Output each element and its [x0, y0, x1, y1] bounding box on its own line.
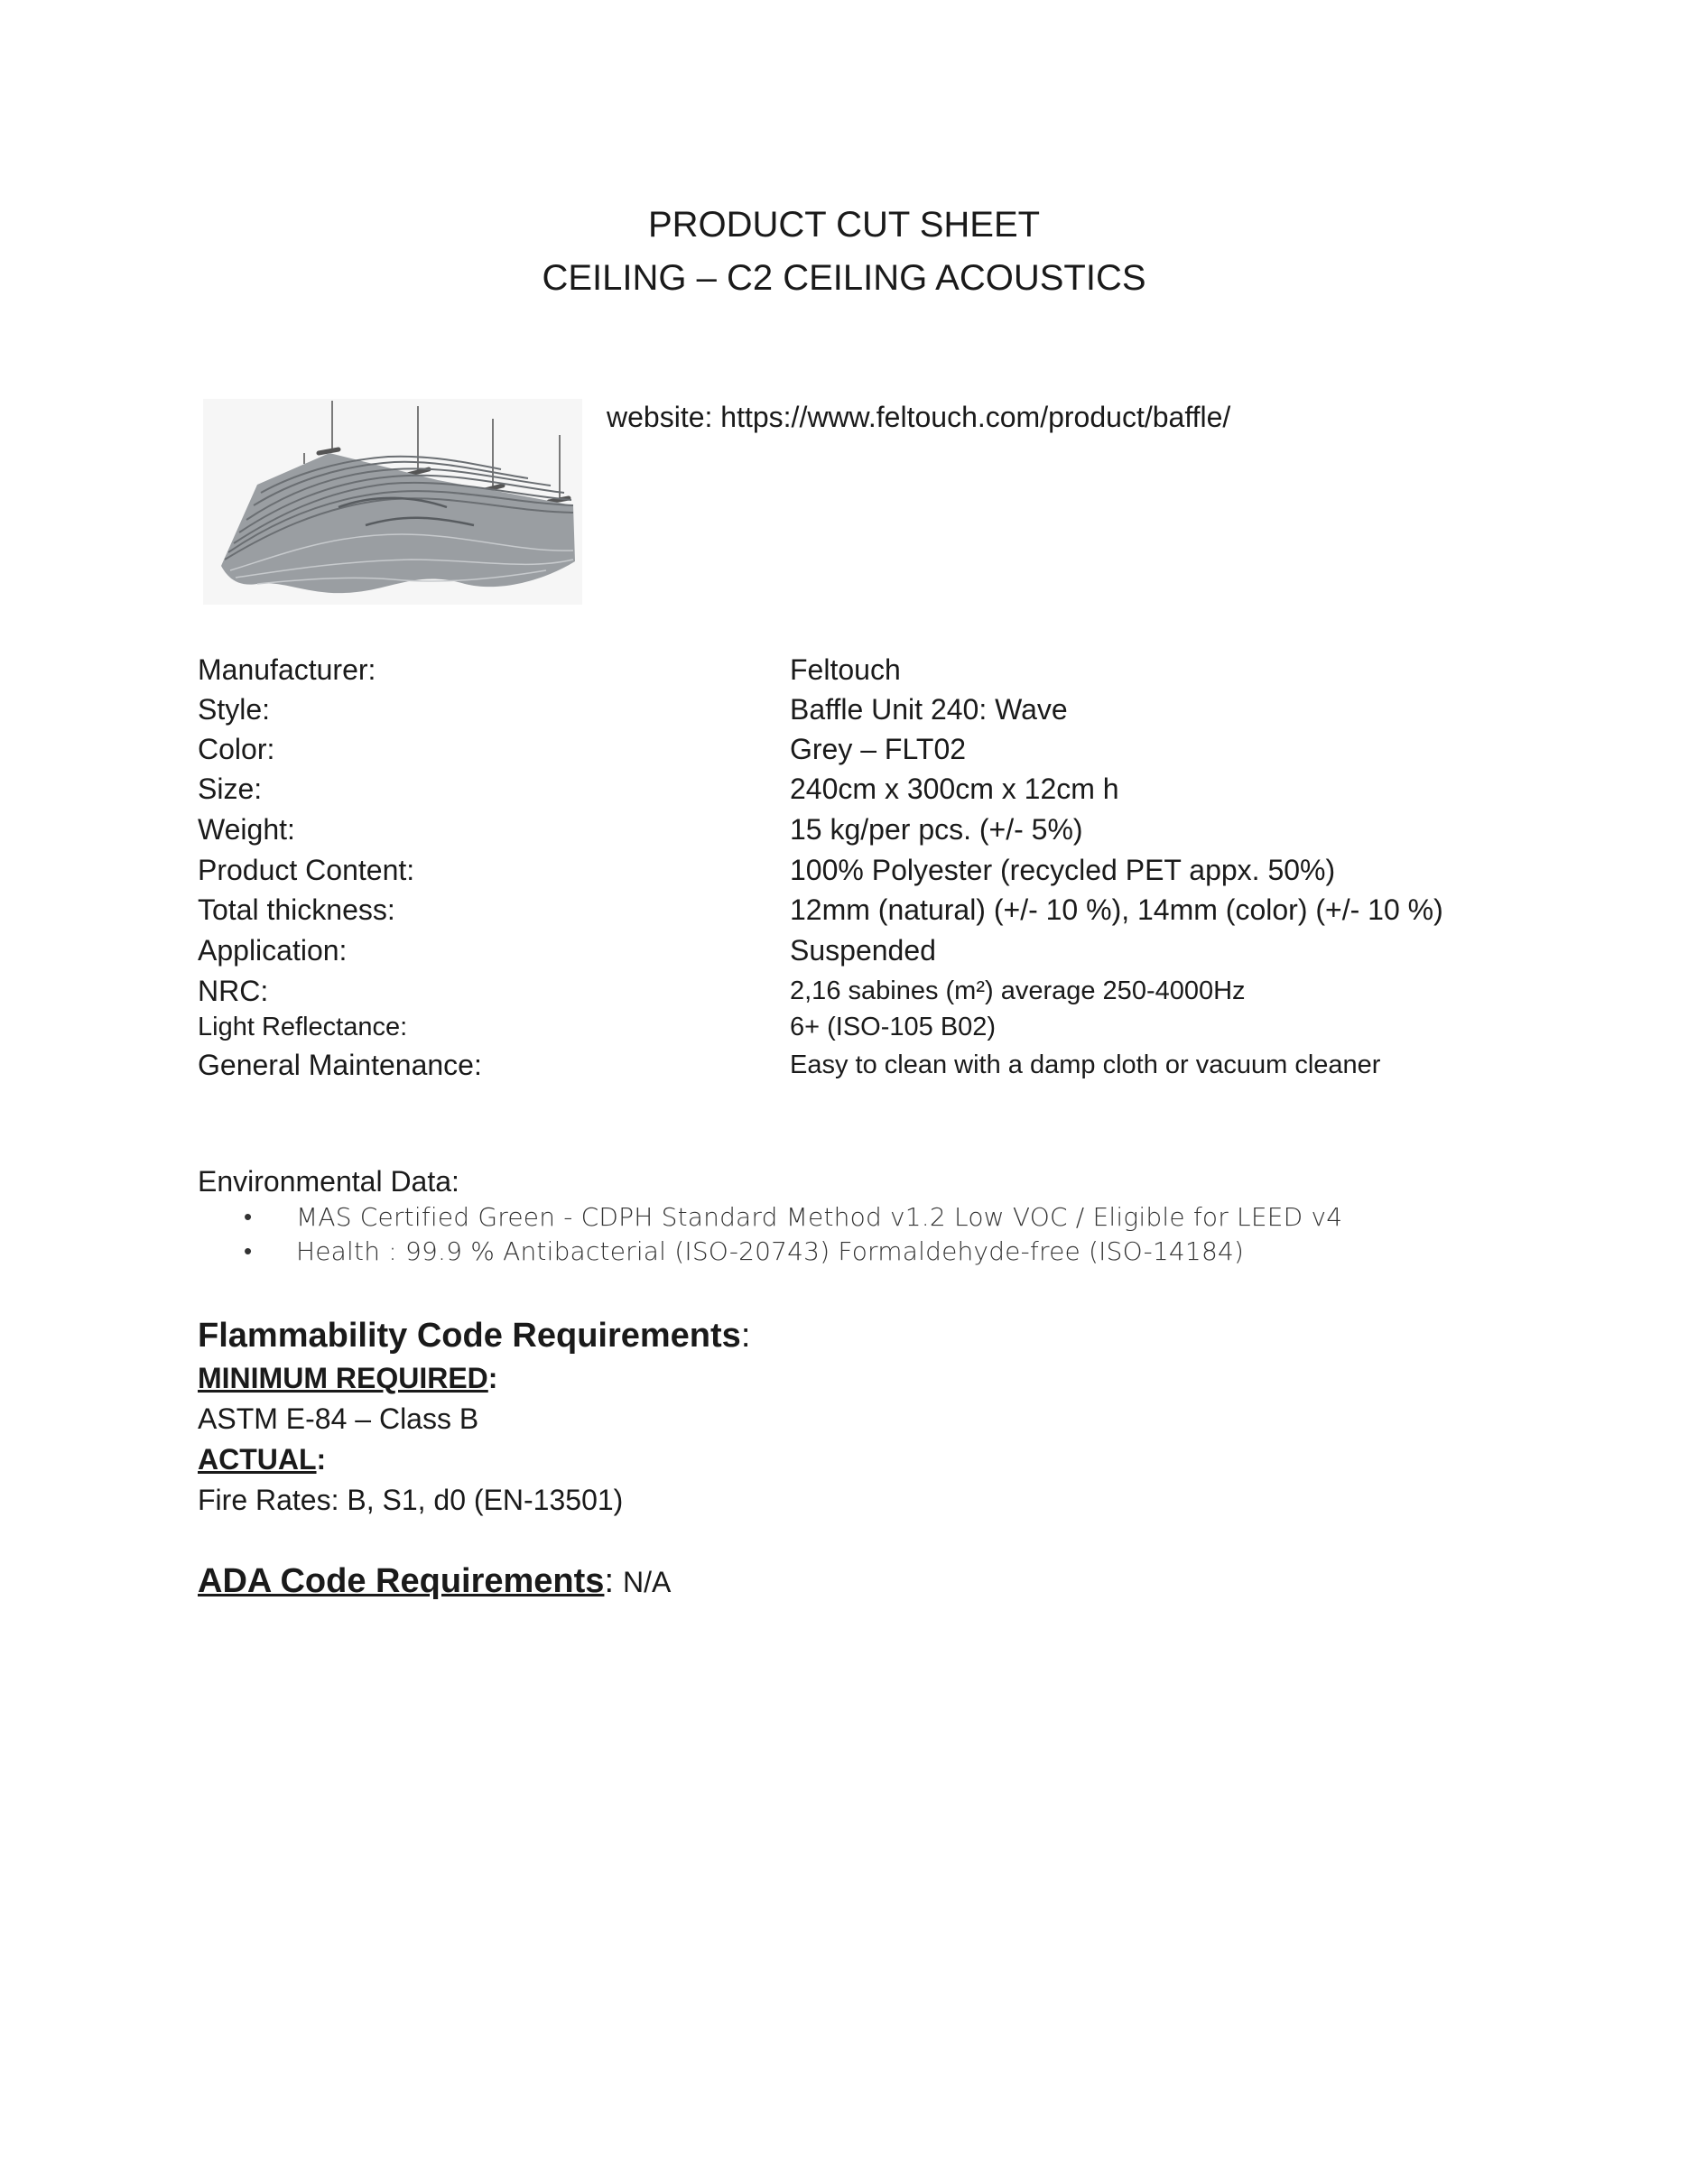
minimum-required-heading — [198, 1358, 497, 1398]
spec-label: Color: — [198, 733, 275, 765]
spec-value: 240cm x 300cm x 12cm h — [790, 773, 1119, 805]
spec-label: Weight: — [198, 813, 295, 846]
spec-row-style — [0, 689, 1688, 729]
actual-label: ACTUAL — [198, 1443, 317, 1476]
actual-colon: : — [316, 1443, 327, 1476]
bullet-icon: • — [244, 1238, 253, 1265]
spec-value: 12mm (natural) (+/- 10 %), 14mm (color) (+/- 10 %) — [790, 893, 1443, 926]
spec-value: 15 kg/per pcs. (+/- 5%) — [790, 813, 1083, 846]
spec-label: Style: — [198, 693, 271, 726]
spec-row-product-content — [0, 850, 1688, 890]
spec-value: 2,16 sabines (m²) average 250-4000Hz — [790, 976, 1246, 1005]
spec-row-total-thickness — [0, 890, 1688, 930]
spec-label: NRC: — [198, 975, 269, 1007]
ada-heading: ADA Code Requirements — [198, 1562, 605, 1600]
spec-label: Manufacturer: — [198, 653, 376, 686]
spec-row-color — [0, 729, 1688, 769]
ada-value: N/A — [623, 1566, 672, 1598]
spec-label: Size: — [198, 773, 263, 805]
ada-requirements — [198, 1559, 671, 1611]
actual-value: Fire Rates: B, S1, d0 (EN-13501) — [198, 1484, 624, 1516]
spec-label: Product Content: — [198, 854, 415, 886]
environmental-data-list — [0, 1200, 1688, 1269]
spec-row-size — [0, 769, 1688, 809]
spec-value: 100% Polyester (recycled PET appx. 50%) — [790, 854, 1336, 886]
spec-value: Baffle Unit 240: Wave — [790, 693, 1068, 726]
environmental-data-title: Environmental Data: — [198, 1165, 459, 1198]
minimum-required-colon: : — [487, 1362, 498, 1394]
spec-value: Easy to clean with a damp cloth or vacuum cleaner — [790, 1050, 1381, 1079]
page-title: PRODUCT CUT SHEET — [647, 205, 1041, 245]
minimum-required-label: MINIMUM REQUIRED — [198, 1362, 488, 1394]
spec-label: Application: — [198, 934, 348, 967]
spec-label: Total thickness: — [198, 893, 395, 926]
actual-heading — [198, 1439, 326, 1479]
list-item — [0, 1200, 1688, 1235]
spec-row-weight — [0, 810, 1688, 849]
spec-row-application — [0, 930, 1688, 970]
minimum-required-value: ASTM E-84 – Class B — [198, 1402, 479, 1435]
spec-label: General Maintenance: — [198, 1049, 482, 1081]
flammability-heading-text: Flammability Code Requirements — [198, 1317, 741, 1355]
spec-row-manufacturer — [0, 650, 1688, 689]
spec-value: 6+ (ISO-105 B02) — [790, 1013, 997, 1041]
baffle-ceiling-image — [203, 399, 582, 605]
list-item-text: Health : 99.9 % Antibacterial (ISO-20743) Formaldehyde-free (ISO-14184) — [296, 1236, 1245, 1266]
bullet-icon: • — [244, 1204, 253, 1231]
list-item-text: MAS Certified Green - CDPH Standard Method v1.2 Low VOC / Eligible for LEED v4 — [296, 1202, 1343, 1232]
page-subtitle: CEILING – C2 CEILING ACOUSTICS — [542, 258, 1146, 298]
spec-value: Grey – FLT02 — [790, 733, 967, 765]
flammability-heading-colon: : — [740, 1317, 751, 1355]
spec-label: Light Reflectance: — [198, 1013, 408, 1041]
website-link[interactable]: website: https://www.feltouch.com/product/baffle/ — [607, 401, 1231, 433]
flammability-heading — [198, 1313, 750, 1358]
spec-row-light-reflectance — [0, 1007, 1688, 1047]
spec-value: Suspended — [790, 934, 936, 967]
spec-row-general-maintenance — [0, 1045, 1688, 1085]
ada-colon: : — [604, 1562, 614, 1600]
spec-value: Feltouch — [790, 653, 901, 686]
list-item — [0, 1235, 1688, 1269]
spec-row-nrc — [0, 971, 1688, 1011]
